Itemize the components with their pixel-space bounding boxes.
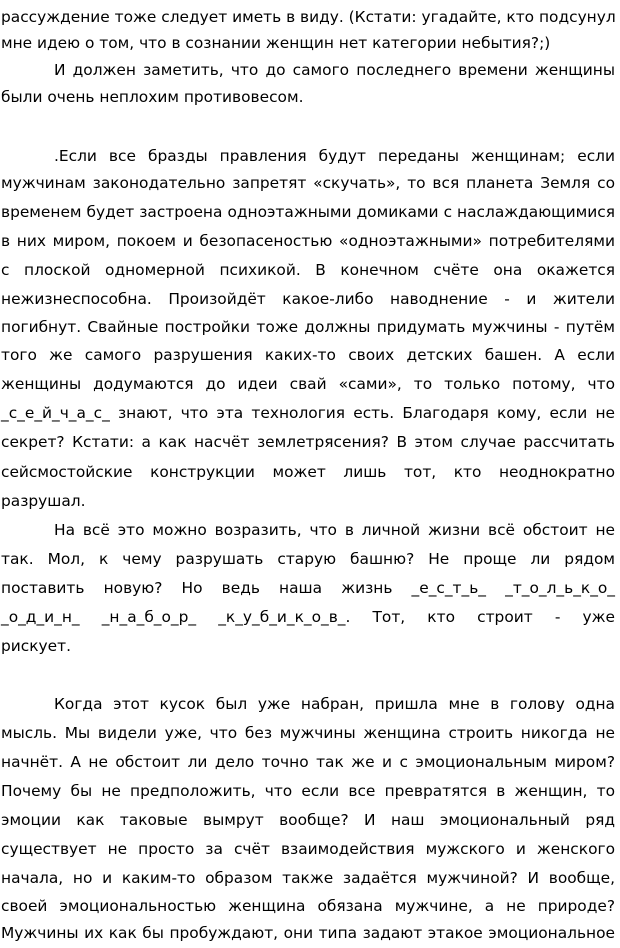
text-line: И должен заметить, что до самого последнего времени женщины	[54, 61, 615, 79]
text-line: рассуждение тоже следует иметь в виду. (Кстати: угадайте, кто подсунул	[1, 8, 616, 26]
text-line: _о_д_и_н_ _н_а_б_о_р_ _к_у_б_и_к_о_в_. Тот, кто строит - уже	[1, 608, 615, 626]
text-line: временем будет застроена одноэтажными домиками с наслаждающимися	[1, 203, 615, 221]
text-line: рискует.	[1, 637, 71, 655]
text-line: разрушал.	[1, 492, 86, 510]
text-line: Когда этот кусок был уже набран, пришла мне в голову одна	[54, 695, 615, 713]
text-line: так. Мол, к чему разрушать старую башню? Не проще ли рядом	[1, 550, 615, 568]
text-line: На всё это можно возразить, что в личной жизни всё обстоит не	[54, 521, 615, 539]
text-line: сейсмостойские конструкции может лишь тот, кто неоднократно	[1, 463, 615, 481]
text-line: с плоской одномерной психикой. В конечном счёте она окажется	[1, 261, 615, 279]
text-line: мысль. Мы видели уже, что без мужчины женщина строить никогда не	[1, 724, 615, 742]
text-line: начнёт. А не обстоит ли дело точно так же и с эмоциональным миром?	[1, 753, 615, 771]
text-line: секрет? Кстати: а как насчёт землетрясения? В этом случае рассчитать	[1, 433, 615, 451]
text-line: в них миром, покоем и безопасеностью «одноэтажными» потребителями	[1, 232, 615, 250]
text-line: Мужчины их как бы пробуждают, они типа задают этакое эмоциональное	[1, 924, 615, 942]
text-line: _с_е_й_ч_а_с_ знают, что эта технология есть. Благодаря кому, если не	[1, 404, 615, 422]
text-line: .Если все бразды правления будут переданы женщинам; если	[54, 147, 615, 165]
text-line: Почему бы не предположить, что если все превратятся в женщин, то	[1, 782, 615, 800]
text-line: существует не просто за счёт взаимодействия мужского и женского	[1, 840, 615, 858]
text-line: мужчинам законодательно запретят «скучать», то вся планета Земля со	[1, 174, 615, 192]
text-line: мне идею о том, что в сознании женщин нет категории небытия?;)	[1, 34, 551, 52]
text-line: того же самого разрушения каких-то своих детских башен. А если	[1, 346, 615, 364]
text-line: женщины додумаются до идеи свай «сами», то только потому, что	[1, 375, 615, 393]
text-line: эмоции как таковые вымрут вообще? И наш эмоциональный ряд	[1, 811, 615, 829]
text-line: своей эмоциональностью женщина обязана мужчине, а не природе?	[1, 897, 615, 915]
text-line: начала, но и каким-то образом также задаётся мужчиной? И вообще,	[1, 869, 615, 887]
text-line: нежизнеспособна. Произойдёт какое-либо наводнение - и жители	[1, 290, 615, 308]
text-line: погибнут. Свайные постройки тоже должны придумать мужчины - путём	[1, 318, 615, 336]
text-line: поставить новую? Но ведь наша жизнь _е_с_т_ь_ _т_о_л_ь_к_о_	[1, 579, 615, 597]
text-line: были очень неплохим противовесом.	[1, 88, 304, 106]
